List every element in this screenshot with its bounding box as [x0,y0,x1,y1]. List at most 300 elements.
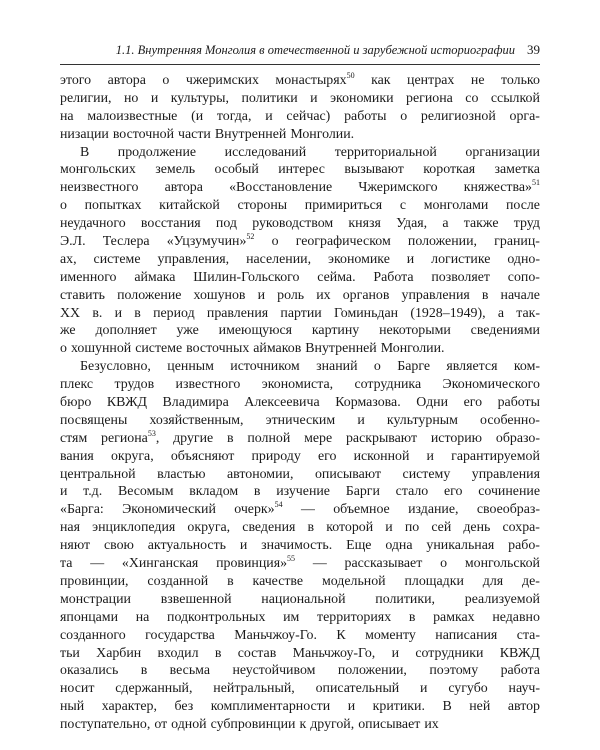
word [154,716,167,734]
word-text: де- [522,573,540,589]
text-line [60,591,540,609]
text-line [60,680,540,698]
word [397,358,430,376]
word-text: «Барга: [60,502,104,518]
word-text: рассказывает [344,556,423,572]
word-text: энциклопедия [92,520,176,536]
word [275,72,354,90]
word [60,537,90,555]
word [217,108,252,126]
word [71,340,131,358]
word-text: работы [497,395,540,411]
word [446,358,497,376]
word [234,627,317,645]
word-text: раскрывают [345,430,418,446]
word-text: Теслера [102,234,150,250]
word-text: подконтрольных [167,609,266,625]
word-text: региона [406,90,453,106]
word [409,609,416,627]
word-text: логистике [431,251,491,267]
word-text: же [60,323,76,339]
word [189,483,238,501]
word-text: Внутренней [305,341,377,357]
word [60,340,67,358]
word-text: (1928–1949), [410,305,486,321]
word [496,430,540,448]
word [379,322,451,340]
word [151,90,158,108]
word [426,537,494,555]
word-text: земель [155,162,196,178]
word-text: и [391,645,400,661]
word [333,501,390,519]
word [153,305,195,323]
word [253,340,301,358]
word-text: восточной [112,126,175,142]
word-text: поэтому [429,663,479,679]
word-text: управления [471,466,540,482]
word-text: после [505,198,540,214]
word-text: науч- [508,681,540,697]
word-text: под [215,216,237,232]
word-text: источником [230,359,300,375]
word [92,519,175,537]
word-text: картину [311,323,360,339]
word [266,412,336,430]
word-text: объясняют [170,448,235,464]
word-text: и [150,90,159,106]
word-text: издание, [408,502,459,518]
word [171,716,206,734]
paragraph [60,358,540,734]
word-text: вкладом [189,484,239,500]
word-text: Барги [345,484,380,500]
word [500,645,540,663]
word [508,698,540,716]
word [225,144,307,162]
word-text: Алексеевича [244,395,320,411]
word [186,72,259,90]
word [404,573,463,591]
word-text: Работа [373,269,414,285]
word [358,179,437,197]
word-text: попытках [84,198,142,214]
word-text: населении, [246,251,312,267]
word [431,269,490,287]
word [522,573,540,591]
word-text: по [404,520,420,536]
word-text: состав [237,645,277,661]
word [465,90,478,108]
word-text: вызывают [344,162,404,178]
word [85,197,142,215]
text-line [60,466,540,484]
word-text: особый [214,162,259,178]
word-text: работы [344,108,387,124]
word-text: им [283,609,300,625]
word [431,519,451,537]
word [316,680,400,698]
footnote-marker: 52 [246,232,255,242]
word-text: автономии, [226,466,294,482]
word-text: восточных [186,341,250,357]
word-text: Безусловно, [80,359,151,375]
word-text: чжеримских [185,73,259,88]
word [242,519,295,537]
word-text: монгольских [60,162,136,178]
word-text: неизвестного [60,180,139,196]
word-text: одно- [507,251,540,267]
word-text: труд [513,216,540,232]
text-line [60,376,540,394]
text-line [60,305,540,323]
word [336,627,345,645]
word [173,430,213,448]
word [167,233,255,251]
word-text: не [470,73,485,88]
word [211,698,330,716]
word [117,287,181,305]
word-text: границ- [494,234,540,250]
word-text: свою [103,538,134,554]
word [290,126,354,144]
word [171,448,235,466]
word [313,555,327,573]
word [215,161,259,179]
word-text: также [463,216,499,232]
word-text: монгольской [464,556,540,572]
word-text: природу [251,448,301,464]
word-text: интерес [278,162,325,178]
word-text: малоизвестные [87,108,178,124]
word [234,501,282,519]
word [463,519,490,537]
word-text: период [153,305,195,321]
text-line [60,251,540,269]
word [216,215,237,233]
word-text: и [257,287,266,303]
text-line [60,358,540,376]
word [431,430,482,448]
word-text: округа, [110,448,154,464]
word-text: , [155,430,160,446]
word [442,698,451,716]
word [227,430,234,448]
word-text: китайской [159,198,220,214]
word-text: сотрудники [415,645,484,661]
text-line [60,215,540,233]
word-text: взвешенной [160,591,232,607]
word-text: трудов [114,377,155,393]
word [175,698,194,716]
word-text: хошунов [193,287,246,303]
word-text: и [60,484,68,500]
word-text: знаний [316,359,358,375]
word-text: Чжеримского [358,180,438,196]
word-text: работа [500,663,540,679]
word [134,305,141,323]
word [326,519,373,537]
word [230,358,299,376]
word [435,627,497,645]
word [276,483,330,501]
word [247,430,290,448]
word-text: историю [430,430,483,446]
word-text: изучение [276,484,330,500]
word [60,591,131,609]
word-text: вания [60,448,94,464]
word-text: государства [145,627,215,643]
word-text: низации [60,126,109,142]
word-text: партии [280,305,322,321]
word [227,573,234,591]
word-text: аймака [134,269,176,285]
word-text: для [482,573,504,589]
word-text: части [178,126,211,142]
word-text: в [140,663,148,679]
word [60,305,80,323]
word-text: бюро [60,395,92,411]
word [427,448,434,466]
word [423,161,475,179]
word [400,108,407,126]
word [241,90,297,108]
word [115,376,155,394]
word [345,555,423,573]
word-text: уникальная [426,538,495,554]
word-text: Харбин [96,645,142,661]
word-text: сведения [242,520,296,536]
word [472,466,540,484]
word-text: экономике [328,251,390,267]
word-text: — [90,556,105,572]
word [60,197,67,215]
word-text: короткая [423,162,476,178]
text-line [60,627,540,645]
word-text: от [154,717,168,733]
word [278,161,325,179]
word [334,305,398,323]
word-text: В [442,699,452,715]
word-text: управления [401,287,470,303]
word [387,412,458,430]
word-text: ценным [167,359,214,375]
word-text: ный [60,699,85,715]
word-text: одной [171,717,207,733]
word-text: Монголии. [380,341,445,357]
word [60,501,104,519]
word [317,269,355,287]
word-text: именного [60,269,117,285]
text-line [60,144,540,162]
word-text: и [239,538,248,554]
word [254,483,261,501]
word [501,662,540,680]
word [277,287,304,305]
word [346,430,417,448]
word-text: политики, [375,591,435,607]
word [193,269,299,287]
word [517,627,540,645]
word-text: экономиста, [261,377,334,393]
word-text: их [424,717,439,733]
word [392,645,399,663]
word [416,394,448,412]
word [482,287,489,305]
word-text: так- [516,305,540,321]
word-text: в [226,430,234,446]
word [60,680,94,698]
word [157,466,205,484]
word-text: Одни [416,395,449,411]
word [87,108,177,126]
word-text: с [399,198,407,214]
word [424,197,489,215]
paragraph [60,72,540,144]
word-text: на [135,609,150,625]
word [60,573,129,591]
word [348,698,355,716]
word [60,233,86,251]
word [396,483,429,501]
word-text: и [406,251,415,267]
word [509,680,540,698]
word [310,716,354,734]
word-text: сугубо [448,681,488,697]
word [216,555,295,573]
word [407,72,454,90]
word-text: о [60,198,67,214]
text-line [60,519,540,537]
word-text: созданного [60,627,126,643]
word [338,662,407,680]
word-text: и [426,448,434,464]
word-text: гарантируемой [451,448,540,464]
body-text [60,72,540,734]
word [115,305,122,323]
word-text: некоторыми [379,323,451,339]
word-text: рабо- [508,538,540,554]
text-line [60,537,540,555]
word [471,322,540,340]
word [424,716,438,734]
word [122,501,216,519]
word [258,287,265,305]
word-text: его [443,484,463,500]
word-text: Внутренней [214,126,287,142]
word-text: сдержанный, [115,681,193,697]
word-text: плекс [60,377,94,393]
word-text: японцами [60,609,119,625]
word-text: сопо- [507,269,540,285]
word-text: Экономический [122,502,216,518]
word-text: хозяйственным, [149,412,244,428]
word-text: и [347,699,356,715]
word-text: полной [247,430,291,446]
word [113,126,174,144]
word [246,251,311,269]
word-text: сей [431,520,452,536]
word-text: описательный [315,681,400,697]
word [506,197,540,215]
word-text: стям [60,430,88,446]
word [280,305,321,323]
word [283,609,299,627]
word-text: сведениями [470,323,540,339]
word-text: исконной [353,448,410,464]
word [421,108,496,126]
word [373,698,425,716]
word-text: автор [507,699,540,715]
word [96,645,141,663]
word [305,197,382,215]
word [261,591,345,609]
word-text: в [227,573,234,589]
word-text: княжества» [463,180,532,196]
word [60,269,117,287]
word-text: и [114,305,123,321]
word-text: моменту [365,627,416,643]
word-text: Э.Л. [60,234,86,250]
word [316,358,357,376]
word-text: ста- [516,627,540,643]
word [60,519,80,537]
running-header-title: 1.1. Внутренняя Монголия в отечественной и зарубежной историографии [115,43,515,57]
word-text: Шилин-Гольского [193,269,300,285]
word-text: монголами [423,198,489,214]
word [451,448,540,466]
word [464,394,482,412]
word-text: автора [164,180,203,196]
word-text: критики. [372,699,425,715]
word [80,144,89,162]
word [491,90,540,108]
text-line [60,126,540,144]
word [60,322,76,340]
word [145,627,215,645]
word-text: монастырях [275,73,347,88]
word [262,376,333,394]
word-text: о [60,341,67,357]
word-text: в [253,484,261,500]
word [163,394,229,412]
word [60,179,138,197]
word [373,269,413,287]
word-text: Еще [346,538,372,554]
word-text: актуальность [147,538,226,554]
word-text: стало [395,484,429,500]
word [344,161,404,179]
word [60,394,91,412]
word-text: князя [348,216,381,232]
word [410,305,485,323]
text-line [60,430,540,448]
word-text: положении, [337,663,407,679]
word [118,483,174,501]
word-text: которой [326,520,374,536]
word [60,466,136,484]
footnote-marker: 53 [147,428,156,438]
word-text: — [312,556,327,572]
word [211,716,296,734]
word-text: территориальной [334,144,437,160]
word-text: описывает [358,717,421,733]
word [420,680,427,698]
word-text: описывают [314,466,382,482]
word-text: политики [241,90,298,106]
word [407,251,414,269]
text-line [60,448,540,466]
